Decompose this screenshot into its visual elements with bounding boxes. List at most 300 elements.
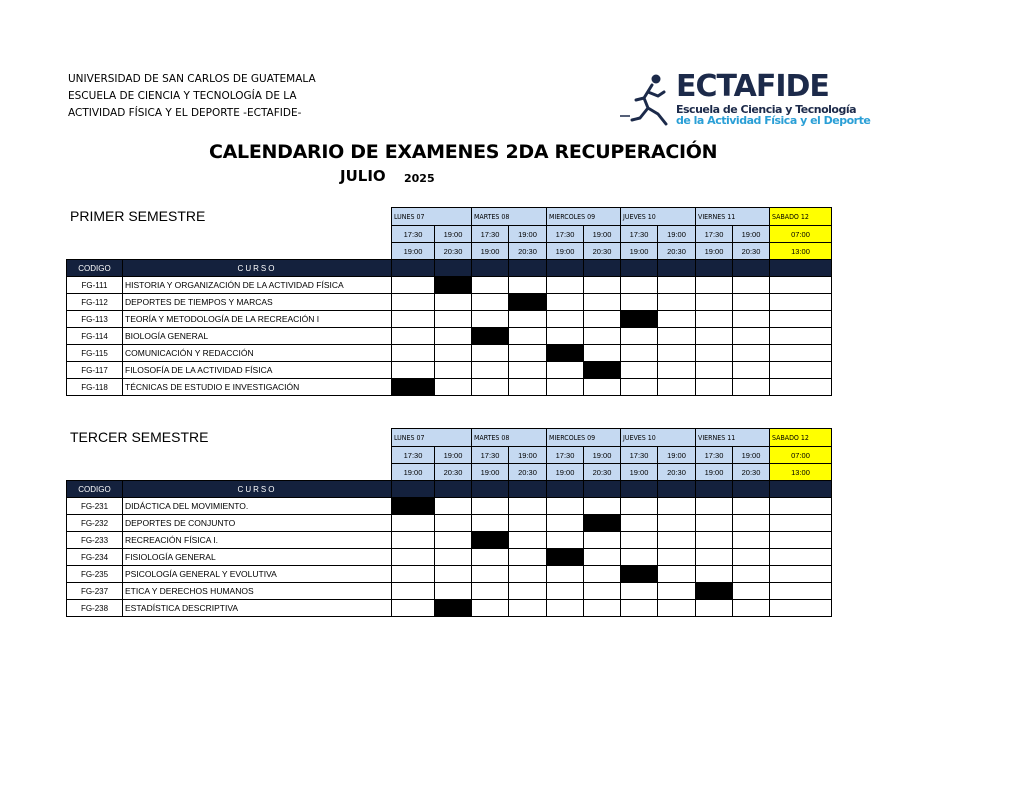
- start-time: 19:00: [733, 447, 770, 464]
- schedule-cell: [547, 532, 584, 549]
- schedule-cell: [392, 328, 435, 345]
- exam-slot-marker: [472, 328, 509, 345]
- schedule-cell: [733, 498, 770, 515]
- course-name: ESTADÍSTICA DESCRIPTIVA: [123, 600, 392, 617]
- page-title: CALENDARIO DE EXAMENES 2DA RECUPERACIÓN: [209, 141, 718, 163]
- course-row: [67, 532, 832, 549]
- course-code: FG-232: [67, 515, 123, 532]
- course-name: RECREACIÓN FÍSICA I.: [123, 532, 392, 549]
- exam-slot-marker: [584, 515, 621, 532]
- institution-line-2: ESCUELA DE CIENCIA Y TECNOLOGÍA DE LA: [68, 90, 297, 102]
- schedule-cell: [392, 362, 435, 379]
- schedule-cell: [547, 600, 584, 617]
- exam-schedule-table: [66, 207, 832, 396]
- schedule-cell: [770, 379, 832, 396]
- start-time: 19:00: [658, 447, 696, 464]
- course-name: COMUNICACIÓN Y REDACCIÓN: [123, 345, 392, 362]
- schedule-cell: [770, 583, 832, 600]
- schedule-cell: [733, 600, 770, 617]
- header-fill-cell: [435, 260, 472, 277]
- course-name: DIDÁCTICA DEL MOVIMIENTO.: [123, 498, 392, 515]
- schedule-cell: [696, 277, 733, 294]
- start-time: 17:30: [547, 447, 584, 464]
- schedule-cell: [733, 379, 770, 396]
- schedule-cell: [621, 583, 658, 600]
- schedule-cell: [392, 583, 435, 600]
- exam-slot-marker: [392, 379, 435, 396]
- schedule-cell: [509, 515, 547, 532]
- schedule-cell: [621, 532, 658, 549]
- blank-cell: [67, 464, 392, 481]
- schedule-cell: [435, 294, 472, 311]
- month-label: JULIO: [340, 167, 386, 185]
- course-code: FG-118: [67, 379, 123, 396]
- exam-slot-marker: [584, 362, 621, 379]
- blank-cell: [67, 226, 392, 243]
- schedule-cell: [733, 532, 770, 549]
- header-fill-cell: [584, 481, 621, 498]
- schedule-cell: [547, 379, 584, 396]
- end-time: 20:30: [584, 464, 621, 481]
- end-time: 19:00: [621, 464, 658, 481]
- header-fill-cell: [696, 260, 733, 277]
- schedule-cell: [584, 328, 621, 345]
- schedule-cell: [733, 549, 770, 566]
- blank-cell: [67, 208, 392, 226]
- schedule-cell: [392, 549, 435, 566]
- exam-slot-marker: [435, 600, 472, 617]
- schedule-cell: [696, 515, 733, 532]
- end-time: 19:00: [392, 464, 435, 481]
- schedule-cell: [658, 379, 696, 396]
- course-code: FG-115: [67, 345, 123, 362]
- schedule-cell: [547, 362, 584, 379]
- logo-tagline-1: Escuela de Ciencia y Tecnología: [676, 103, 857, 116]
- schedule-cell: [770, 549, 832, 566]
- schedule-cell: [547, 566, 584, 583]
- schedule-cell: [584, 566, 621, 583]
- schedule-cell: [621, 328, 658, 345]
- day-label: JUEVES 10: [621, 429, 696, 447]
- schedule-cell: [621, 515, 658, 532]
- header-fill-cell: [509, 481, 547, 498]
- start-time: 07:00: [770, 447, 832, 464]
- schedule-cell: [584, 311, 621, 328]
- schedule-cell: [472, 362, 509, 379]
- schedule-cell: [472, 311, 509, 328]
- start-time: 17:30: [392, 447, 435, 464]
- schedule-cell: [584, 345, 621, 362]
- schedule-cell: [621, 277, 658, 294]
- schedule-cell: [770, 600, 832, 617]
- schedule-cell: [584, 277, 621, 294]
- schedule-cell: [658, 362, 696, 379]
- schedule-cell: [472, 277, 509, 294]
- start-time-row: [67, 226, 832, 243]
- day-label: VIERNES 11: [696, 208, 770, 226]
- course-name: DEPORTES DE TIEMPOS Y MARCAS: [123, 294, 392, 311]
- end-time: 19:00: [696, 464, 733, 481]
- schedule-cell: [509, 600, 547, 617]
- schedule-cell: [770, 566, 832, 583]
- ectafide-logo: [618, 69, 871, 130]
- schedule-cell: [472, 600, 509, 617]
- schedule-cell: [696, 362, 733, 379]
- institution-line-3: ACTIVIDAD FÍSICA Y EL DEPORTE -ECTAFIDE-: [68, 107, 302, 119]
- schedule-cell: [770, 362, 832, 379]
- schedule-cell: [435, 532, 472, 549]
- start-time: 19:00: [733, 226, 770, 243]
- schedule-cell: [509, 379, 547, 396]
- schedule-cell: [435, 311, 472, 328]
- course-row: [67, 328, 832, 345]
- course-code: FG-114: [67, 328, 123, 345]
- schedule-cell: [696, 566, 733, 583]
- schedule-cell: [472, 379, 509, 396]
- header-fill-cell: [435, 481, 472, 498]
- course-row: [67, 515, 832, 532]
- exam-slot-marker: [547, 345, 584, 362]
- end-time: 13:00: [770, 464, 832, 481]
- end-time: 19:00: [547, 464, 584, 481]
- schedule-cell: [658, 328, 696, 345]
- schedule-cell: [392, 345, 435, 362]
- schedule-cell: [472, 345, 509, 362]
- schedule-cell: [696, 532, 733, 549]
- day-label: VIERNES 11: [696, 429, 770, 447]
- course-name: HISTORIA Y ORGANIZACIÓN DE LA ACTIVIDAD FÍSICA: [123, 277, 392, 294]
- schedule-cell: [696, 498, 733, 515]
- header-fill-cell: [733, 481, 770, 498]
- schedule-cell: [547, 515, 584, 532]
- header-fill-cell: [509, 260, 547, 277]
- schedule-cell: [733, 583, 770, 600]
- schedule-cell: [392, 566, 435, 583]
- schedule-cell: [392, 277, 435, 294]
- end-time: 20:30: [509, 464, 547, 481]
- schedule-cell: [472, 549, 509, 566]
- schedule-cell: [733, 345, 770, 362]
- schedule-cell: [509, 311, 547, 328]
- course-column-header: CURSO: [123, 481, 392, 498]
- course-code: FG-113: [67, 311, 123, 328]
- header-fill-cell: [658, 260, 696, 277]
- course-row: [67, 549, 832, 566]
- schedule-cell: [435, 328, 472, 345]
- schedule-cell: [435, 515, 472, 532]
- course-row: [67, 566, 832, 583]
- course-row: [67, 294, 832, 311]
- schedule-cell: [392, 600, 435, 617]
- start-time: 17:30: [472, 447, 509, 464]
- column-header-row: [67, 481, 832, 498]
- end-time: 19:00: [621, 243, 658, 260]
- institution-header: [68, 71, 316, 122]
- course-code: FG-231: [67, 498, 123, 515]
- header-fill-cell: [472, 260, 509, 277]
- course-row: [67, 498, 832, 515]
- course-name: DEPORTES DE CONJUNTO: [123, 515, 392, 532]
- course-row: [67, 379, 832, 396]
- start-time: 19:00: [435, 447, 472, 464]
- blank-cell: [67, 429, 392, 447]
- day-label: MIERCOLES 09: [547, 429, 621, 447]
- schedule-cell: [733, 362, 770, 379]
- exam-slot-marker: [509, 294, 547, 311]
- column-header-row: [67, 260, 832, 277]
- schedule-cell: [584, 294, 621, 311]
- course-code: FG-234: [67, 549, 123, 566]
- day-label: MIERCOLES 09: [547, 208, 621, 226]
- course-row: [67, 345, 832, 362]
- end-time-row: [67, 464, 832, 481]
- start-time-row: [67, 447, 832, 464]
- course-row: [67, 277, 832, 294]
- schedule-cell: [472, 566, 509, 583]
- course-row: [67, 600, 832, 617]
- course-code: FG-117: [67, 362, 123, 379]
- day-label: MARTES 08: [472, 429, 547, 447]
- schedule-cell: [658, 583, 696, 600]
- schedule-cell: [658, 277, 696, 294]
- schedule-cell: [547, 294, 584, 311]
- schedule-cell: [770, 328, 832, 345]
- header-fill-cell: [733, 260, 770, 277]
- course-code: FG-237: [67, 583, 123, 600]
- semester-title: PRIMER SEMESTRE: [70, 208, 206, 224]
- schedule-cell: [621, 294, 658, 311]
- course-name: FILOSOFÍA DE LA ACTIVIDAD FÍSICA: [123, 362, 392, 379]
- day-label: LUNES 07: [392, 429, 472, 447]
- code-column-header: CODIGO: [67, 260, 123, 277]
- start-time: 17:30: [547, 226, 584, 243]
- start-time: 17:30: [696, 226, 733, 243]
- course-row: [67, 311, 832, 328]
- schedule-cell: [435, 379, 472, 396]
- schedule-cell: [472, 498, 509, 515]
- runner-icon: [618, 72, 676, 128]
- end-time: 19:00: [472, 243, 509, 260]
- schedule-cell: [435, 498, 472, 515]
- start-time: 17:30: [472, 226, 509, 243]
- schedule-cell: [547, 498, 584, 515]
- schedule-cell: [696, 328, 733, 345]
- schedule-cell: [696, 294, 733, 311]
- schedule-cell: [547, 328, 584, 345]
- schedule-cell: [733, 328, 770, 345]
- end-time: 19:00: [472, 464, 509, 481]
- schedule-cell: [770, 532, 832, 549]
- course-code: FG-111: [67, 277, 123, 294]
- course-row: [67, 362, 832, 379]
- schedule-cell: [770, 294, 832, 311]
- schedule-cell: [392, 294, 435, 311]
- course-name: BIOLOGÍA GENERAL: [123, 328, 392, 345]
- header-fill-cell: [658, 481, 696, 498]
- exam-slot-marker: [696, 583, 733, 600]
- course-name: FISIOLOGÍA GENERAL: [123, 549, 392, 566]
- schedule-cell: [733, 277, 770, 294]
- day-label: SABADO 12: [770, 429, 832, 447]
- schedule-cell: [547, 583, 584, 600]
- header-fill-cell: [584, 260, 621, 277]
- schedule-cell: [621, 345, 658, 362]
- schedule-cell: [435, 345, 472, 362]
- schedule-cell: [696, 345, 733, 362]
- schedule-cell: [770, 311, 832, 328]
- schedule-cell: [658, 566, 696, 583]
- end-time: 19:00: [392, 243, 435, 260]
- schedule-cell: [392, 311, 435, 328]
- schedule-cell: [435, 549, 472, 566]
- schedule-cell: [509, 566, 547, 583]
- start-time: 17:30: [696, 447, 733, 464]
- header-fill-cell: [547, 481, 584, 498]
- schedule-cell: [509, 277, 547, 294]
- end-time: 20:30: [584, 243, 621, 260]
- course-name: TEORÍA Y METODOLOGÍA DE LA RECREACIÓN I: [123, 311, 392, 328]
- schedule-cell: [547, 277, 584, 294]
- schedule-cell: [621, 379, 658, 396]
- day-label: SABADO 12: [770, 208, 832, 226]
- schedule-cell: [658, 498, 696, 515]
- course-name: PSICOLOGÍA GENERAL Y EVOLUTIVA: [123, 566, 392, 583]
- schedule-cell: [770, 277, 832, 294]
- schedule-cell: [584, 532, 621, 549]
- schedule-cell: [696, 549, 733, 566]
- schedule-cell: [584, 583, 621, 600]
- schedule-cell: [733, 566, 770, 583]
- start-time: 19:00: [658, 226, 696, 243]
- schedule-cell: [770, 515, 832, 532]
- day-header-row: [67, 429, 832, 447]
- start-time: 07:00: [770, 226, 832, 243]
- schedule-cell: [658, 515, 696, 532]
- schedule-cell: [696, 600, 733, 617]
- end-time-row: [67, 243, 832, 260]
- day-header-row: [67, 208, 832, 226]
- year-label: 2025: [404, 172, 435, 185]
- header-fill-cell: [547, 260, 584, 277]
- schedule-cell: [621, 362, 658, 379]
- schedule-cell: [584, 498, 621, 515]
- schedule-cell: [472, 583, 509, 600]
- schedule-cell: [435, 362, 472, 379]
- start-time: 19:00: [509, 226, 547, 243]
- schedule-cell: [770, 345, 832, 362]
- end-time: 20:30: [435, 243, 472, 260]
- exam-schedule-table: [66, 428, 832, 617]
- schedule-cell: [658, 600, 696, 617]
- course-code: FG-112: [67, 294, 123, 311]
- schedule-cell: [472, 515, 509, 532]
- header-fill-cell: [392, 481, 435, 498]
- schedule-cell: [696, 311, 733, 328]
- header-fill-cell: [696, 481, 733, 498]
- logo-brand: ECTAFIDE: [676, 69, 829, 104]
- schedule-cell: [472, 294, 509, 311]
- schedule-cell: [621, 549, 658, 566]
- header-fill-cell: [770, 260, 832, 277]
- course-code: FG-233: [67, 532, 123, 549]
- end-time: 20:30: [658, 464, 696, 481]
- exam-slot-marker: [621, 311, 658, 328]
- start-time: 19:00: [584, 447, 621, 464]
- schedule-cell: [733, 311, 770, 328]
- schedule-cell: [658, 311, 696, 328]
- end-time: 20:30: [733, 464, 770, 481]
- start-time: 17:30: [621, 226, 658, 243]
- schedule-cell: [435, 566, 472, 583]
- end-time: 20:30: [509, 243, 547, 260]
- end-time: 19:00: [547, 243, 584, 260]
- schedule-cell: [658, 345, 696, 362]
- schedule-cell: [584, 549, 621, 566]
- schedule-cell: [392, 532, 435, 549]
- exam-slot-marker: [392, 498, 435, 515]
- code-column-header: CODIGO: [67, 481, 123, 498]
- end-time: 20:30: [435, 464, 472, 481]
- start-time: 19:00: [584, 226, 621, 243]
- schedule-cell: [621, 600, 658, 617]
- start-time: 19:00: [435, 226, 472, 243]
- schedule-cell: [392, 515, 435, 532]
- end-time: 19:00: [696, 243, 733, 260]
- course-row: [67, 583, 832, 600]
- institution-line-1: UNIVERSIDAD DE SAN CARLOS DE GUATEMALA: [68, 73, 316, 85]
- schedule-cell: [509, 532, 547, 549]
- schedule-cell: [658, 532, 696, 549]
- course-column-header: CURSO: [123, 260, 392, 277]
- schedule-cell: [509, 498, 547, 515]
- course-code: FG-235: [67, 566, 123, 583]
- exam-slot-marker: [472, 532, 509, 549]
- blank-cell: [67, 447, 392, 464]
- schedule-cell: [547, 311, 584, 328]
- exam-slot-marker: [621, 566, 658, 583]
- schedule-cell: [658, 549, 696, 566]
- start-time: 17:30: [392, 226, 435, 243]
- header-fill-cell: [472, 481, 509, 498]
- schedule-cell: [733, 515, 770, 532]
- header-fill-cell: [392, 260, 435, 277]
- day-label: LUNES 07: [392, 208, 472, 226]
- start-time: 17:30: [621, 447, 658, 464]
- exam-slot-marker: [435, 277, 472, 294]
- day-label: MARTES 08: [472, 208, 547, 226]
- schedule-cell: [696, 379, 733, 396]
- header-fill-cell: [770, 481, 832, 498]
- end-time: 13:00: [770, 243, 832, 260]
- day-label: JUEVES 10: [621, 208, 696, 226]
- semester-title: TERCER SEMESTRE: [70, 429, 209, 445]
- schedule-cell: [621, 498, 658, 515]
- schedule-cell: [658, 294, 696, 311]
- exam-slot-marker: [547, 549, 584, 566]
- end-time: 20:30: [658, 243, 696, 260]
- schedule-cell: [509, 328, 547, 345]
- course-name: TÉCNICAS DE ESTUDIO E INVESTIGACIÓN: [123, 379, 392, 396]
- logo-tagline-2: de la Actividad Física y el Deporte: [676, 114, 871, 127]
- schedule-cell: [733, 294, 770, 311]
- schedule-cell: [584, 600, 621, 617]
- schedule-cell: [770, 498, 832, 515]
- header-fill-cell: [621, 260, 658, 277]
- header-fill-cell: [621, 481, 658, 498]
- end-time: 20:30: [733, 243, 770, 260]
- schedule-cell: [509, 549, 547, 566]
- schedule-cell: [509, 345, 547, 362]
